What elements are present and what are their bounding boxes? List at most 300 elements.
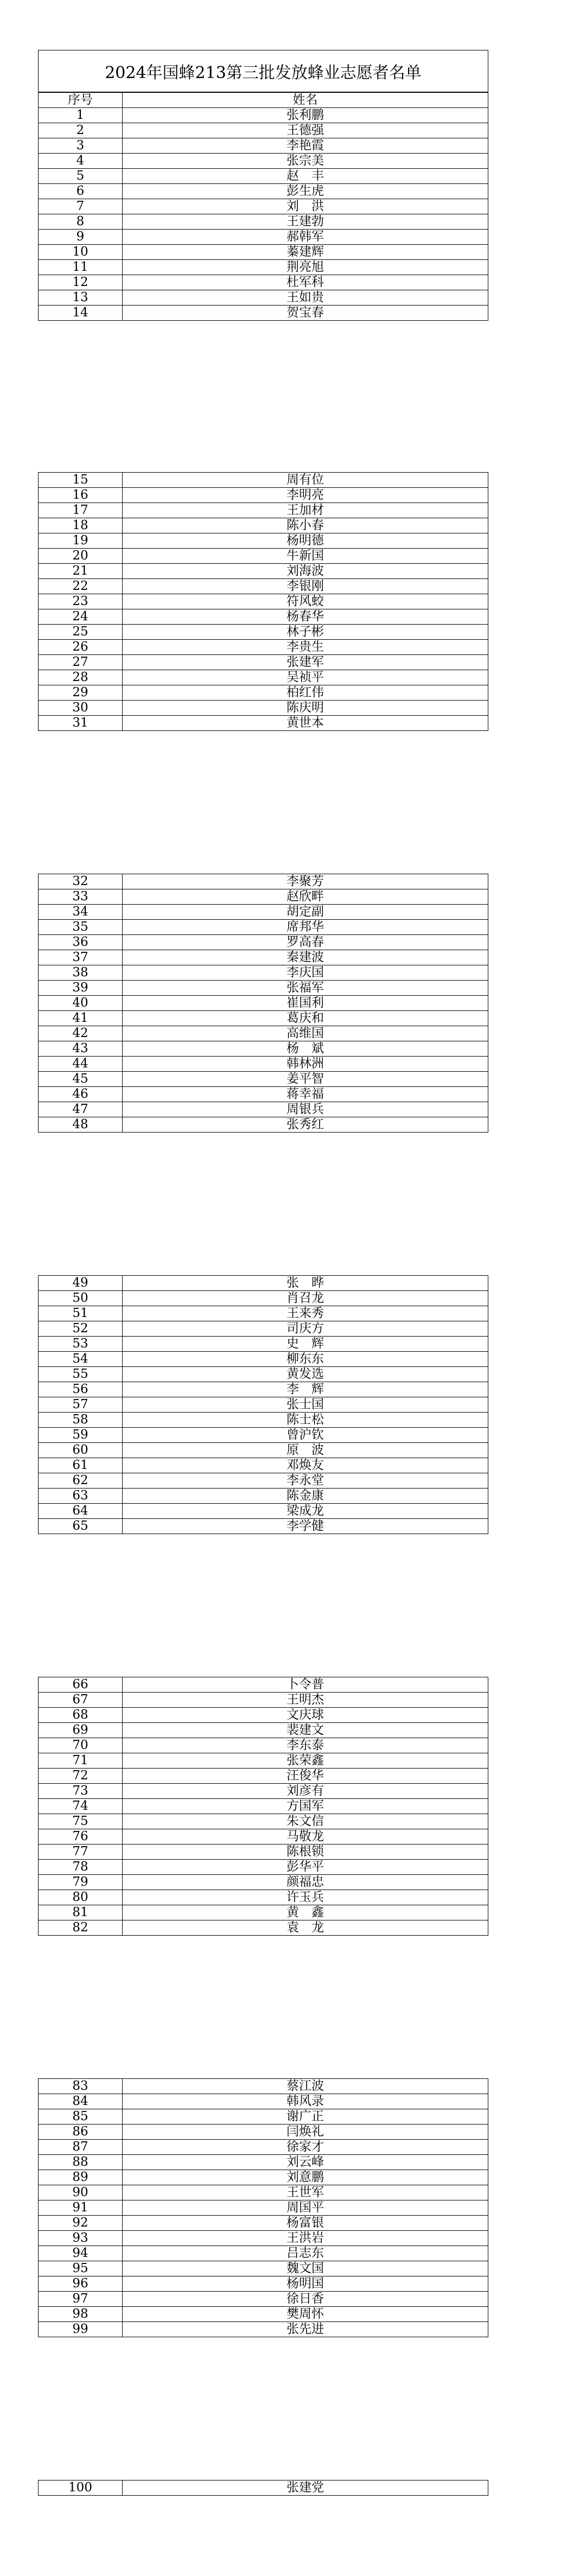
seq-cell: 30	[39, 701, 123, 716]
seq-cell: 56	[39, 1382, 123, 1397]
seq-cell: 3	[39, 138, 123, 154]
table-row	[39, 2140, 488, 2155]
name-cell: 崔国利	[123, 996, 488, 1011]
name-cell: 胡定副	[123, 905, 488, 920]
table-row	[39, 579, 488, 594]
seq-cell: 62	[39, 1473, 123, 1489]
seq-cell: 90	[39, 2185, 123, 2200]
seq-cell: 64	[39, 1504, 123, 1519]
name-cell: 王来秀	[123, 1306, 488, 1321]
seq-cell: 28	[39, 670, 123, 685]
table-row	[39, 533, 488, 549]
table-row	[39, 2322, 488, 2337]
seq-cell: 61	[39, 1458, 123, 1473]
table-row	[39, 1291, 488, 1306]
seq-cell: 53	[39, 1337, 123, 1352]
name-cell: 韩林洲	[123, 1057, 488, 1072]
table-row	[39, 1443, 488, 1458]
name-cell: 蓁建辉	[123, 245, 488, 260]
name-cell: 卜令普	[123, 1677, 488, 1693]
seq-cell: 6	[39, 184, 123, 199]
name-cell: 闫焕礼	[123, 2125, 488, 2140]
name-cell: 徐家才	[123, 2140, 488, 2155]
table-row	[39, 2079, 488, 2094]
name-cell: 王洪岩	[123, 2231, 488, 2246]
table-row	[39, 2292, 488, 2307]
name-cell: 刘 洪	[123, 199, 488, 214]
table-row	[39, 1905, 488, 1920]
name-cell: 赵欣畔	[123, 889, 488, 905]
table-row	[39, 1473, 488, 1489]
seq-cell: 69	[39, 1723, 123, 1738]
table-row	[39, 169, 488, 184]
table-row	[39, 1397, 488, 1413]
seq-cell: 91	[39, 2200, 123, 2216]
seq-cell: 55	[39, 1367, 123, 1382]
seq-cell: 88	[39, 2155, 123, 2170]
name-cell: 袁 龙	[123, 1920, 488, 1936]
seq-cell: 63	[39, 1489, 123, 1504]
name-cell: 牛新国	[123, 549, 488, 564]
seq-cell: 71	[39, 1753, 123, 1769]
name-cell: 陈庆明	[123, 701, 488, 716]
seq-cell: 92	[39, 2216, 123, 2231]
table-row	[39, 2480, 488, 2496]
name-cell: 魏文国	[123, 2261, 488, 2276]
name-cell: 林子彬	[123, 625, 488, 640]
table-row	[39, 1753, 488, 1769]
seq-cell: 73	[39, 1784, 123, 1799]
name-cell: 刘意鹏	[123, 2170, 488, 2185]
name-cell: 李银刚	[123, 579, 488, 594]
table-row	[39, 1102, 488, 1117]
seq-cell: 75	[39, 1814, 123, 1829]
table-row	[39, 1890, 488, 1905]
seq-cell: 98	[39, 2307, 123, 2322]
page-title: 2024年国蜂213第三批发放蜂业志愿者名单	[38, 50, 488, 92]
seq-cell: 2	[39, 123, 123, 138]
table-row	[39, 889, 488, 905]
name-cell: 徐日香	[123, 2292, 488, 2307]
seq-cell: 17	[39, 503, 123, 518]
name-cell: 杨春华	[123, 609, 488, 625]
name-cell: 秦建波	[123, 950, 488, 965]
name-cell: 李庆国	[123, 965, 488, 981]
seq-cell: 31	[39, 716, 123, 731]
table-row	[39, 874, 488, 889]
table-row	[39, 655, 488, 670]
table-row	[39, 701, 488, 716]
seq-cell: 43	[39, 1041, 123, 1057]
seq-cell: 34	[39, 905, 123, 920]
table-row	[39, 1057, 488, 1072]
volunteer-table-1	[38, 107, 488, 321]
seq-cell: 81	[39, 1905, 123, 1920]
table-row	[39, 488, 488, 503]
name-cell: 李 辉	[123, 1382, 488, 1397]
seq-cell: 80	[39, 1890, 123, 1905]
seq-cell: 16	[39, 488, 123, 503]
name-cell: 周银兵	[123, 1102, 488, 1117]
seq-cell: 36	[39, 935, 123, 950]
table-row	[39, 1677, 488, 1693]
name-cell: 史 辉	[123, 1337, 488, 1352]
seq-cell: 42	[39, 1026, 123, 1041]
seq-cell: 1	[39, 108, 123, 123]
table-row	[39, 1920, 488, 1936]
name-cell: 李东泰	[123, 1738, 488, 1753]
name-cell: 韩风录	[123, 2094, 488, 2109]
table-row	[39, 2261, 488, 2276]
name-cell: 裴建文	[123, 1723, 488, 1738]
volunteer-table-4	[38, 1275, 488, 1534]
name-cell: 李永堂	[123, 1473, 488, 1489]
table-row	[39, 1306, 488, 1321]
seq-cell: 67	[39, 1693, 123, 1708]
seq-cell: 46	[39, 1087, 123, 1102]
name-cell: 张荣鑫	[123, 1753, 488, 1769]
name-cell: 马敬龙	[123, 1829, 488, 1844]
name-cell: 杨富银	[123, 2216, 488, 2231]
name-cell: 高维国	[123, 1026, 488, 1041]
seq-cell: 89	[39, 2170, 123, 2185]
table-row	[39, 594, 488, 609]
name-cell: 张利鹏	[123, 108, 488, 123]
name-cell: 刘云峰	[123, 2155, 488, 2170]
seq-cell: 65	[39, 1519, 123, 1534]
name-cell: 李贵生	[123, 640, 488, 655]
table-row	[39, 260, 488, 275]
seq-cell: 49	[39, 1276, 123, 1291]
name-cell: 张先进	[123, 2322, 488, 2337]
seq-cell: 96	[39, 2276, 123, 2292]
name-cell: 肖召龙	[123, 1291, 488, 1306]
table-row	[39, 670, 488, 685]
table-row	[39, 2216, 488, 2231]
table-row	[39, 2155, 488, 2170]
name-cell: 刘彦有	[123, 1784, 488, 1799]
table-row	[39, 2170, 488, 2185]
seq-cell: 18	[39, 518, 123, 533]
name-cell: 刘海波	[123, 564, 488, 579]
table-row	[39, 1117, 488, 1133]
table-row	[39, 1011, 488, 1026]
seq-cell: 8	[39, 214, 123, 230]
seq-cell: 20	[39, 549, 123, 564]
table-row	[39, 2125, 488, 2140]
table-row	[39, 1352, 488, 1367]
seq-cell: 68	[39, 1708, 123, 1723]
table-row	[39, 154, 488, 169]
name-cell: 郝韩军	[123, 230, 488, 245]
name-cell: 陈根锁	[123, 1844, 488, 1860]
seq-cell: 41	[39, 1011, 123, 1026]
table-row	[39, 564, 488, 579]
name-cell: 荆亮旭	[123, 260, 488, 275]
name-cell: 方国军	[123, 1799, 488, 1814]
seq-cell: 40	[39, 996, 123, 1011]
table-row	[39, 2231, 488, 2246]
seq-cell: 25	[39, 625, 123, 640]
name-cell: 赵 丰	[123, 169, 488, 184]
table-row	[39, 1784, 488, 1799]
table-row	[39, 503, 488, 518]
table-row	[39, 1367, 488, 1382]
table-row	[39, 1489, 488, 1504]
seq-cell: 13	[39, 290, 123, 306]
table-row	[39, 1041, 488, 1057]
table-row	[39, 935, 488, 950]
name-cell: 李学健	[123, 1519, 488, 1534]
seq-cell: 5	[39, 169, 123, 184]
name-cell: 彭生虎	[123, 184, 488, 199]
seq-cell: 58	[39, 1413, 123, 1428]
name-cell: 黄 鑫	[123, 1905, 488, 1920]
seq-cell: 39	[39, 981, 123, 996]
table-row	[39, 2094, 488, 2109]
name-cell: 葛庆和	[123, 1011, 488, 1026]
seq-cell: 7	[39, 199, 123, 214]
table-row	[39, 1337, 488, 1352]
table-row	[39, 685, 488, 701]
seq-cell: 23	[39, 594, 123, 609]
name-cell: 蔡江波	[123, 2079, 488, 2094]
table-row	[39, 2246, 488, 2261]
table-row	[39, 1875, 488, 1890]
name-cell: 王明杰	[123, 1693, 488, 1708]
table-row	[39, 2307, 488, 2322]
seq-cell: 74	[39, 1799, 123, 1814]
seq-cell: 19	[39, 533, 123, 549]
table-row	[39, 2109, 488, 2125]
seq-cell: 15	[39, 473, 123, 488]
seq-cell: 99	[39, 2322, 123, 2337]
seq-cell: 95	[39, 2261, 123, 2276]
table-row	[39, 2200, 488, 2216]
seq-cell: 10	[39, 245, 123, 260]
table-row	[39, 1413, 488, 1428]
seq-cell: 59	[39, 1428, 123, 1443]
table-row	[39, 1814, 488, 1829]
table-row	[39, 981, 488, 996]
table-row	[39, 1799, 488, 1814]
seq-cell: 32	[39, 874, 123, 889]
name-cell: 吴祯平	[123, 670, 488, 685]
name-cell: 张 晔	[123, 1276, 488, 1291]
name-cell: 谢广正	[123, 2109, 488, 2125]
name-cell: 张建党	[123, 2480, 488, 2496]
seq-cell: 76	[39, 1829, 123, 1844]
table-row	[39, 950, 488, 965]
table-row	[39, 1428, 488, 1443]
volunteer-table-5	[38, 1677, 488, 1936]
seq-cell: 79	[39, 1875, 123, 1890]
seq-cell: 51	[39, 1306, 123, 1321]
seq-cell: 87	[39, 2140, 123, 2155]
name-cell: 陈士松	[123, 1413, 488, 1428]
table-row	[39, 716, 488, 731]
table-row	[39, 1519, 488, 1534]
table-row	[39, 905, 488, 920]
volunteer-table-7	[38, 2480, 488, 2496]
seq-cell: 47	[39, 1102, 123, 1117]
table-row	[39, 609, 488, 625]
table-row	[39, 108, 488, 123]
name-cell: 杨 斌	[123, 1041, 488, 1057]
name-cell: 原 波	[123, 1443, 488, 1458]
seq-cell: 50	[39, 1291, 123, 1306]
table-row	[39, 2276, 488, 2292]
table-row	[39, 965, 488, 981]
seq-cell: 93	[39, 2231, 123, 2246]
name-cell: 张士国	[123, 1397, 488, 1413]
seq-cell: 60	[39, 1443, 123, 1458]
seq-cell: 48	[39, 1117, 123, 1133]
table-row	[39, 1723, 488, 1738]
name-cell: 张建军	[123, 655, 488, 670]
table-row	[39, 920, 488, 935]
seq-cell: 29	[39, 685, 123, 701]
table-row	[39, 245, 488, 260]
name-cell: 李聚芳	[123, 874, 488, 889]
seq-cell: 86	[39, 2125, 123, 2140]
table-row	[39, 214, 488, 230]
name-cell: 彭华平	[123, 1860, 488, 1875]
table-row	[39, 625, 488, 640]
table-row	[39, 275, 488, 290]
name-cell: 王如贵	[123, 290, 488, 306]
table-row	[39, 290, 488, 306]
seq-cell: 97	[39, 2292, 123, 2307]
name-cell: 王世军	[123, 2185, 488, 2200]
name-cell: 周国平	[123, 2200, 488, 2216]
name-cell: 颜福忠	[123, 1875, 488, 1890]
seq-cell: 37	[39, 950, 123, 965]
table-row	[39, 2185, 488, 2200]
name-header: 姓名	[123, 93, 488, 108]
name-cell: 文庆球	[123, 1708, 488, 1723]
table-row	[39, 123, 488, 138]
seq-cell: 100	[39, 2480, 123, 2496]
table-row	[39, 640, 488, 655]
seq-cell: 83	[39, 2079, 123, 2094]
name-cell: 樊周怀	[123, 2307, 488, 2322]
name-cell: 王德强	[123, 123, 488, 138]
table-row	[39, 549, 488, 564]
table-row	[39, 473, 488, 488]
seq-cell: 78	[39, 1860, 123, 1875]
table-row	[39, 1708, 488, 1723]
name-cell: 邓焕友	[123, 1458, 488, 1473]
header-row	[39, 93, 488, 108]
name-cell: 陈小春	[123, 518, 488, 533]
seq-header: 序号	[39, 93, 123, 108]
name-cell: 黄发选	[123, 1367, 488, 1382]
seq-cell: 85	[39, 2109, 123, 2125]
seq-cell: 9	[39, 230, 123, 245]
table-row	[39, 1026, 488, 1041]
table-row	[39, 1829, 488, 1844]
name-cell: 吕志东	[123, 2246, 488, 2261]
table-row	[39, 1844, 488, 1860]
name-cell: 朱文信	[123, 1814, 488, 1829]
table-row	[39, 230, 488, 245]
name-cell: 曾沪钦	[123, 1428, 488, 1443]
table-row	[39, 996, 488, 1011]
name-cell: 贺宝春	[123, 306, 488, 321]
name-cell: 张福军	[123, 981, 488, 996]
seq-cell: 35	[39, 920, 123, 935]
table-row	[39, 138, 488, 154]
name-cell: 黄世本	[123, 716, 488, 731]
name-cell: 席邦华	[123, 920, 488, 935]
seq-cell: 45	[39, 1072, 123, 1087]
table-row	[39, 518, 488, 533]
seq-cell: 77	[39, 1844, 123, 1860]
name-cell: 司庆方	[123, 1321, 488, 1337]
name-cell: 符风蛟	[123, 594, 488, 609]
seq-cell: 12	[39, 275, 123, 290]
name-cell: 梁成龙	[123, 1504, 488, 1519]
name-cell: 罗高春	[123, 935, 488, 950]
table-row	[39, 184, 488, 199]
seq-cell: 82	[39, 1920, 123, 1936]
volunteer-table-6	[38, 2078, 488, 2337]
name-cell: 李明亮	[123, 488, 488, 503]
table-row	[39, 199, 488, 214]
seq-cell: 24	[39, 609, 123, 625]
table-row	[39, 1087, 488, 1102]
name-cell: 周有位	[123, 473, 488, 488]
table-row	[39, 1276, 488, 1291]
name-cell: 汪俊华	[123, 1769, 488, 1784]
seq-cell: 84	[39, 2094, 123, 2109]
name-cell: 姜平智	[123, 1072, 488, 1087]
table-row	[39, 1504, 488, 1519]
seq-cell: 11	[39, 260, 123, 275]
name-cell: 蒋幸福	[123, 1087, 488, 1102]
name-cell: 李艳霞	[123, 138, 488, 154]
name-cell: 张宗美	[123, 154, 488, 169]
name-cell: 王加材	[123, 503, 488, 518]
name-cell: 柳东东	[123, 1352, 488, 1367]
seq-cell: 54	[39, 1352, 123, 1367]
table-row	[39, 306, 488, 321]
name-cell: 柏红伟	[123, 685, 488, 701]
seq-cell: 52	[39, 1321, 123, 1337]
seq-cell: 72	[39, 1769, 123, 1784]
name-cell: 杜军科	[123, 275, 488, 290]
table-row	[39, 1769, 488, 1784]
seq-cell: 21	[39, 564, 123, 579]
table-row	[39, 1738, 488, 1753]
seq-cell: 14	[39, 306, 123, 321]
name-cell: 杨明德	[123, 533, 488, 549]
name-cell: 王建勃	[123, 214, 488, 230]
table-row	[39, 1072, 488, 1087]
name-cell: 许玉兵	[123, 1890, 488, 1905]
seq-cell: 26	[39, 640, 123, 655]
table-row	[39, 1382, 488, 1397]
volunteer-table-3	[38, 874, 488, 1133]
table-row	[39, 1458, 488, 1473]
seq-cell: 57	[39, 1397, 123, 1413]
seq-cell: 66	[39, 1677, 123, 1693]
seq-cell: 44	[39, 1057, 123, 1072]
seq-cell: 94	[39, 2246, 123, 2261]
seq-cell: 70	[39, 1738, 123, 1753]
name-cell: 杨明国	[123, 2276, 488, 2292]
